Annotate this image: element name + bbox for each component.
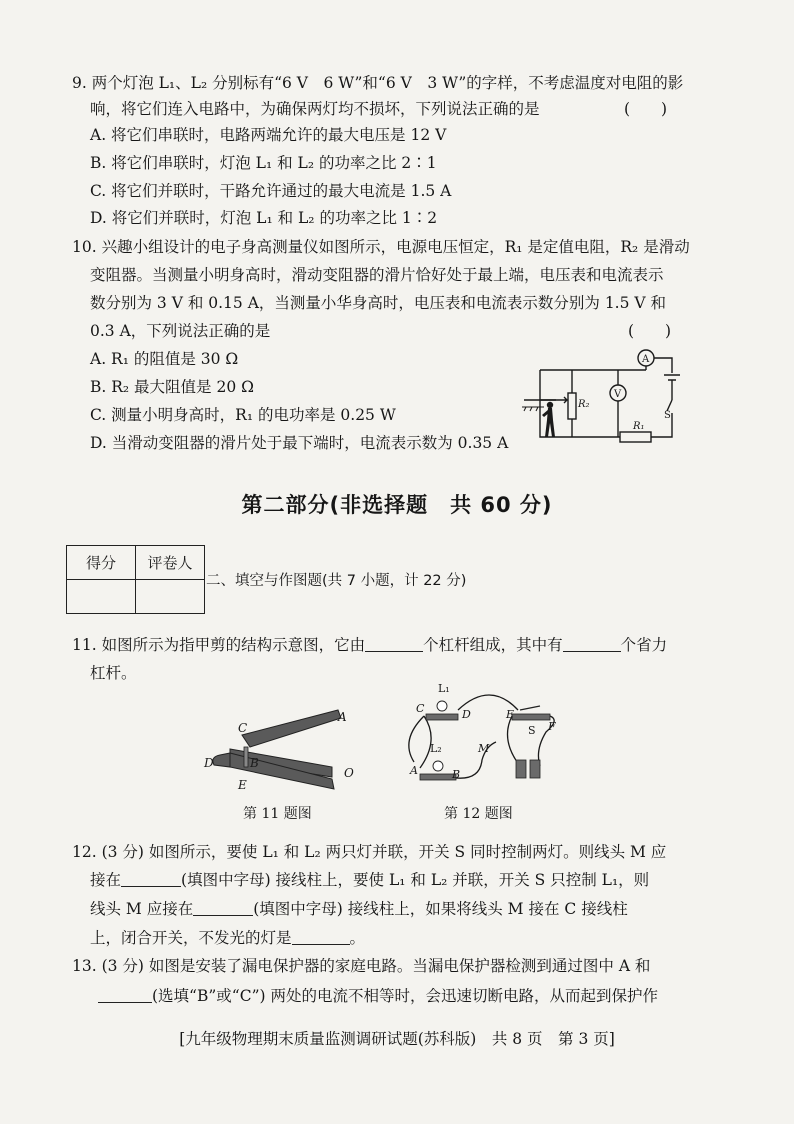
q12-blank-1[interactable] (121, 871, 181, 887)
q11-text-a: 11. 如图所示为指甲剪的结构示意图，它由 (72, 636, 366, 654)
q10-stem-line2: 变阻器。当测量小明身高时，滑动变阻器的滑片恰好处于最上端，电压表和电流表示 (90, 266, 664, 284)
fig11-label-c: C (238, 721, 248, 735)
fig10-label-r2: R₂ (578, 399, 590, 410)
fig12-label-c: C (416, 702, 425, 715)
q9-answer-paren: ( ) (624, 100, 668, 118)
q9-option-d: D. 将它们并联时，灯泡 L₁ 和 L₂ 的功率之比 1∶2 (90, 209, 438, 227)
grader-cell (136, 580, 205, 614)
fig12-label-d: D (462, 708, 471, 721)
score-cell (67, 580, 136, 614)
q12-blank-2[interactable] (193, 900, 253, 916)
fig11-caption: 第 11 题图 (243, 806, 312, 822)
fig12-label-m: M (478, 742, 490, 755)
fig11-label-e: E (238, 778, 247, 792)
q11-blank-1[interactable] (365, 636, 423, 652)
fig10-label-voltmeter: V (614, 389, 622, 400)
q12-text-3b: (填图中字母) 接线柱上，如果将线头 M 接在 C 接线柱 (253, 900, 628, 918)
score-header: 得分 (67, 546, 136, 580)
fig12-caption: 第 12 题图 (444, 806, 513, 822)
fig12-label-a: A (410, 764, 418, 777)
q13-text-2: (选填“B”或“C”) 两处的电流不相等时，会迅速切断电路，从而起到保护作 (152, 987, 658, 1005)
q10-stem-line3: 数分别为 3 V 和 0.15 A，当测量小华身高时，电压表和电流表示数分别为 1.5 V 和 (90, 294, 667, 312)
q9-option-c: C. 将它们并联时，干路允许通过的最大电流是 1.5 A (90, 182, 452, 200)
fig11-label-d: D (204, 756, 214, 770)
q10-option-c: C. 测量小明身高时，R₁ 的电功率是 0.25 W (90, 406, 396, 424)
q11-text-b: 个杠杆组成，其中有 (423, 636, 563, 654)
fig12-label-l1: L₁ (438, 682, 450, 695)
fig12-circuit (400, 680, 560, 790)
q10-option-d: D. 当滑动变阻器的滑片处于最下端时，电流表示数为 0.35 A (90, 434, 509, 452)
q10-stem-line1: 10. 兴趣小组设计的电子身高测量仪如图所示，电源电压恒定，R₁ 是定值电阻，R₂ 是滑动 (72, 238, 690, 256)
q11-line1 (72, 634, 667, 656)
q12-line3 (90, 898, 628, 920)
q10-stem-line4: 0.3 A，下列说法正确的是 (90, 322, 271, 340)
grader-header: 评卷人 (136, 546, 205, 580)
fig11-label-b: B (250, 756, 259, 770)
fig12-label-e: E (506, 708, 515, 721)
q11-blank-2[interactable] (563, 636, 621, 652)
q12-text-2b: (填图中字母) 接线柱上，要使 L₁ 和 L₂ 并联，开关 S 只控制 L₁，则 (181, 871, 650, 889)
q9-stem-line2: 响，将它们连入电路中，为确保两灯均不损坏，下列说法正确的是 (90, 100, 540, 118)
q12-line2 (90, 869, 649, 891)
q12-text-4a: 上，闭合开关，不发光的灯是 (90, 929, 292, 947)
q11-text-c: 个省力 (620, 636, 668, 654)
q12-line1: 12. (3 分) 如图所示，要使 L₁ 和 L₂ 两只灯并联，开关 S 同时控制两灯。则线头 M 应 (72, 843, 667, 861)
q10-option-b: B. R₂ 最大阻值是 20 Ω (90, 378, 254, 396)
fig11-label-o: O (344, 766, 354, 780)
fig10-label-r1: R₁ (633, 421, 645, 432)
q10-option-a: A. R₁ 的阻值是 30 Ω (90, 350, 239, 368)
q10-circuit-diagram (520, 345, 690, 445)
q12-text-4b: 。 (349, 929, 366, 947)
q12-text-3a: 线头 M 应接在 (90, 900, 194, 918)
q13-line2 (98, 985, 658, 1007)
fig12-label-b: B (452, 768, 461, 781)
fig11-label-a: A (338, 710, 347, 724)
section2-heading: 二、填空与作图题(共 7 小题，计 22 分) (206, 573, 467, 589)
fig11-nail-clipper (200, 705, 360, 800)
q11-line2: 杠杆。 (90, 664, 137, 682)
q13-line1: 13. (3 分) 如图是安装了漏电保护器的家庭电路。当漏电保护器检测到通过图中 A 和 (72, 957, 651, 975)
q9-stem-line1: 9. 两个灯泡 L₁、L₂ 分别标有“6 V 6 W”和“6 V 3 W”的字样，不考虑温度对电阻的影 (72, 74, 684, 92)
q12-line4 (90, 927, 365, 949)
fig10-label-ammeter: A (642, 354, 650, 365)
fig12-label-s: S (528, 724, 536, 737)
q12-blank-3[interactable] (292, 929, 350, 945)
fig12-label-f: F (548, 720, 556, 733)
fig12-label-l2: L₂ (430, 742, 442, 755)
q12-text-2a: 接在 (90, 871, 122, 889)
q9-option-b: B. 将它们串联时，灯泡 L₁ 和 L₂ 的功率之比 2∶1 (90, 154, 437, 172)
q10-answer-paren: ( ) (628, 322, 672, 340)
page-footer: [九年级物理期末质量监测调研试题(苏科版) 共 8 页 第 3 页] (179, 1030, 615, 1048)
fig10-label-switch: S (664, 410, 671, 421)
score-table (66, 545, 205, 614)
part2-title: 第二部分(非选择题 共 60 分) (241, 493, 553, 517)
q9-option-a: A. 将它们串联时，电路两端允许的最大电压是 12 V (90, 126, 447, 144)
q13-blank-1[interactable] (98, 987, 152, 1003)
